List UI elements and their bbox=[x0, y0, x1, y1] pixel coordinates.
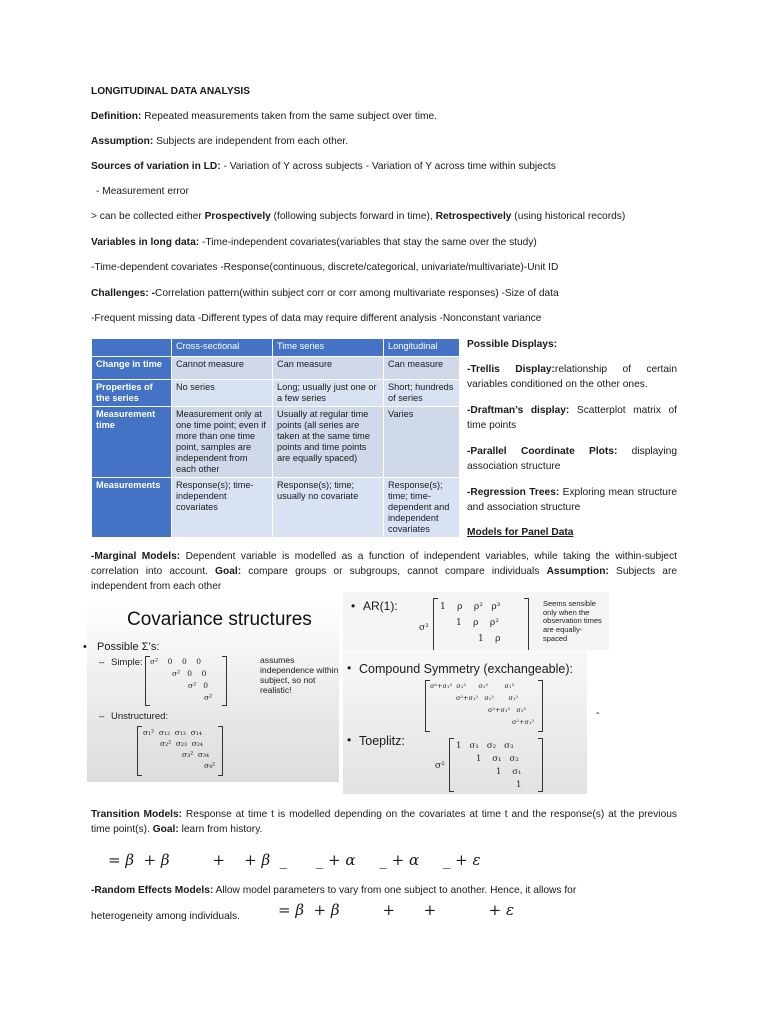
table-cell: Measurement only at one time point; even if more than one time point, samples are independent from each other bbox=[172, 407, 273, 478]
bullet-icon: • bbox=[347, 661, 352, 675]
marginal-models-paragraph bbox=[91, 550, 677, 594]
marginal-goal-label: Goal: bbox=[215, 565, 242, 577]
stray-dash: - bbox=[596, 707, 600, 719]
transition-text: Response at time t is modelled depending on the covariates at time t and the response(s) at the previous time point(s). bbox=[91, 809, 677, 835]
definition-text: Repeated measurements taken from the same subject over time. bbox=[141, 111, 437, 122]
toeplitz-matrix: 1 σ₁ σ₂ σ₃ 1 σ₁ σ₂ 1 σ₁ 1 bbox=[449, 738, 543, 792]
toeplitz-label: Toeplitz: bbox=[359, 734, 405, 748]
comparison-table bbox=[91, 338, 460, 538]
display-item-label: -Draftman’s display: bbox=[467, 405, 570, 416]
table-header-cell bbox=[92, 339, 172, 357]
table-cell: Usually at regular time points (all series are taken at the same time points and time points are equally spaced) bbox=[273, 407, 384, 478]
table-row-label: Change in time bbox=[92, 357, 172, 380]
compound-symmetry-matrix: σ²+σ₁² σ₁² σ₁² σ₁² σ²+σ₁² σ₁² σ₁² σ²+σ₁² σ₁² σ²+σ₁² bbox=[425, 680, 543, 732]
random-effects-text: Allow model parameters to vary from one subject to another. Hence, it allows for bbox=[213, 885, 577, 896]
table-header-cell: Longitudinal bbox=[384, 339, 460, 357]
table-cell: Response(s); time; usually no covariate bbox=[273, 478, 384, 538]
challenges-label: Challenges: - bbox=[91, 288, 155, 299]
random-effects-paragraph bbox=[91, 884, 677, 899]
sources-line bbox=[91, 160, 556, 175]
compound-symmetry-label: Compound Symmetry (exchangeable): bbox=[359, 662, 573, 676]
ar1-matrix: 1 ρ ρ² ρ³ 1 ρ ρ² 1 ρ bbox=[433, 598, 529, 652]
transition-equation: = β + β + + β _ _ + α _ + α _ + ε bbox=[108, 851, 481, 869]
display-item-text: Exploring mean structure and association structure bbox=[467, 487, 677, 514]
simple-note: assumes independence within subject, so not realistic! bbox=[260, 655, 339, 695]
variables-text: -Time-independent covariates(variables that stay the same over the study) bbox=[199, 237, 537, 248]
simple-label: Simple: bbox=[111, 657, 143, 668]
prospectively-term: Prospectively bbox=[204, 211, 271, 222]
sources-label: Sources of variation in LD: bbox=[91, 161, 221, 172]
table-cell: Cannot measure bbox=[172, 357, 273, 380]
collected-text-1: > can be collected either bbox=[91, 211, 205, 222]
marginal-assumption-label: Assumption: bbox=[546, 565, 609, 577]
random-effects-equation: = β + β + + + ε bbox=[278, 901, 515, 919]
definition-label: Definition: bbox=[91, 111, 142, 122]
display-item-text: Scatterplot matrix of time points bbox=[467, 405, 677, 432]
display-item-regression-trees bbox=[467, 485, 677, 516]
definition-line bbox=[91, 110, 437, 125]
transition-goal-label: Goal: bbox=[152, 823, 179, 835]
unstructured-matrix: σ₁² σ₁₂ σ₁₃ σ₁₄ σ₂² σ₂₃ σ₂₄ σ₃² σ₃₄ σ₄² bbox=[137, 726, 223, 776]
display-item-text: displaying association structure bbox=[467, 446, 677, 473]
collected-text-3: (using historical records) bbox=[511, 211, 626, 222]
collected-line bbox=[91, 210, 625, 225]
assumption-label: Assumption: bbox=[91, 136, 154, 147]
display-item-label: -Regression Trees: bbox=[467, 487, 560, 498]
variables-label: Variables in long data: bbox=[91, 237, 200, 248]
table-cell: Can measure bbox=[273, 357, 384, 380]
challenges-continuation: -Frequent missing data -Different types of data may require different analysis -Nonconstant variance bbox=[91, 313, 542, 324]
transition-goal-text: learn from history. bbox=[178, 823, 263, 835]
table-cell: Varies bbox=[384, 407, 460, 478]
table-row bbox=[92, 357, 460, 380]
transition-models-paragraph bbox=[91, 808, 677, 838]
marginal-text: Dependent variable is modelled as a function of independent variables, while taking the within-subject correlation into account. bbox=[91, 551, 677, 577]
dash-icon: – bbox=[99, 657, 105, 668]
variables-line bbox=[91, 236, 537, 251]
table-row bbox=[92, 407, 460, 478]
table-cell: Response(s); time-independent covariates bbox=[172, 478, 273, 538]
retrospectively-term: Retrospectively bbox=[435, 211, 512, 222]
table-row bbox=[92, 478, 460, 538]
transition-label: Transition Models: bbox=[91, 809, 183, 820]
table-row-label: Properties of the series bbox=[92, 380, 172, 407]
table-header-cell: Time series bbox=[273, 339, 384, 357]
covariance-title: Covariance structures bbox=[127, 609, 312, 630]
display-item-label: -Parallel Coordinate Plots: bbox=[467, 446, 618, 457]
models-heading: Models for Panel Data bbox=[467, 527, 574, 538]
covariance-slide-image bbox=[83, 598, 339, 782]
unstructured-label: Unstructured: bbox=[111, 711, 169, 722]
possible-sigmas-label: Possible Σ’s: bbox=[97, 641, 160, 653]
sources-continuation: - Measurement error bbox=[96, 186, 189, 197]
assumption-line bbox=[91, 135, 348, 150]
table-header-cell: Cross-sectional bbox=[172, 339, 273, 357]
bullet-icon: • bbox=[83, 641, 87, 653]
display-item-text: relationship of certain variables conditioned on the other ones. bbox=[467, 364, 677, 391]
random-effects-label: -Random Effects Models: bbox=[91, 885, 214, 896]
possible-displays-title: Possible Displays: bbox=[467, 339, 558, 350]
table-cell: No series bbox=[172, 380, 273, 407]
page-title: LONGITUDINAL DATA ANALYSIS bbox=[91, 86, 251, 97]
display-item-trellis bbox=[467, 362, 677, 393]
challenges-text: Correlation pattern(within subject corr or corr among multivariate responses) -Size of data bbox=[154, 288, 559, 299]
ar1-label: AR(1): bbox=[363, 599, 398, 613]
table-row-label: Measurement time bbox=[92, 407, 172, 478]
assumption-text: Subjects are independent from each other. bbox=[153, 136, 349, 147]
variables-continuation: -Time-dependent covariates -Response(continuous, discrete/categorical, univariate/multivariate)-Unit ID bbox=[91, 262, 559, 273]
table-row-label: Measurements bbox=[92, 478, 172, 538]
display-item-draftman bbox=[467, 403, 677, 434]
simple-matrix: σ² 0 0 0 σ² 0 0 σ² 0 σ² bbox=[145, 656, 227, 706]
random-effects-continuation: heterogeneity among individuals. bbox=[91, 911, 240, 922]
ar1-slide-image: • AR(1): σ² 1 ρ ρ² ρ³ 1 ρ ρ² 1 ρ Seems sensible only when the observation times are equally-spaced bbox=[343, 592, 609, 650]
display-item-label: -Trellis Display: bbox=[467, 364, 555, 375]
sources-text: - Variation of Y across subjects - Variation of Y across time within subjects bbox=[220, 161, 556, 172]
table-row bbox=[92, 380, 460, 407]
dash-icon: – bbox=[99, 711, 105, 722]
bullet-icon: • bbox=[347, 733, 352, 747]
table-cell: Can measure bbox=[384, 357, 460, 380]
display-item-parallel bbox=[467, 444, 677, 475]
table-cell: Response(s); time; time-dependent and independent covariates bbox=[384, 478, 460, 538]
table-header-row bbox=[92, 339, 460, 357]
table-cell: Short; hundreds of series bbox=[384, 380, 460, 407]
cs-toeplitz-slide-image: • Compound Symmetry (exchangeable): σ²+σ₁² σ₁² σ₁² σ₁² σ²+σ₁² σ₁² σ₁² σ²+σ₁² σ₁² σ²+σ₁² • Toeplitz: σ² 1 σ₁ σ₂ σ₃ 1 σ₁ σ₂ 1 σ₁ 1 bbox=[343, 650, 587, 794]
marginal-assumption-text: Subjects are independent from each other bbox=[91, 565, 677, 592]
table-cell: Long; usually just one or a few series bbox=[273, 380, 384, 407]
marginal-label: -Marginal Models: bbox=[91, 551, 181, 562]
bullet-icon: • bbox=[351, 599, 356, 613]
ar1-note: Seems sensible only when the observation times are equally-spaced bbox=[543, 599, 602, 643]
challenges-line bbox=[91, 287, 559, 302]
marginal-goal-text: compare groups or subgroups, cannot compare individuals bbox=[241, 565, 547, 577]
collected-text-2: (following subjects forward in time), bbox=[270, 211, 436, 222]
